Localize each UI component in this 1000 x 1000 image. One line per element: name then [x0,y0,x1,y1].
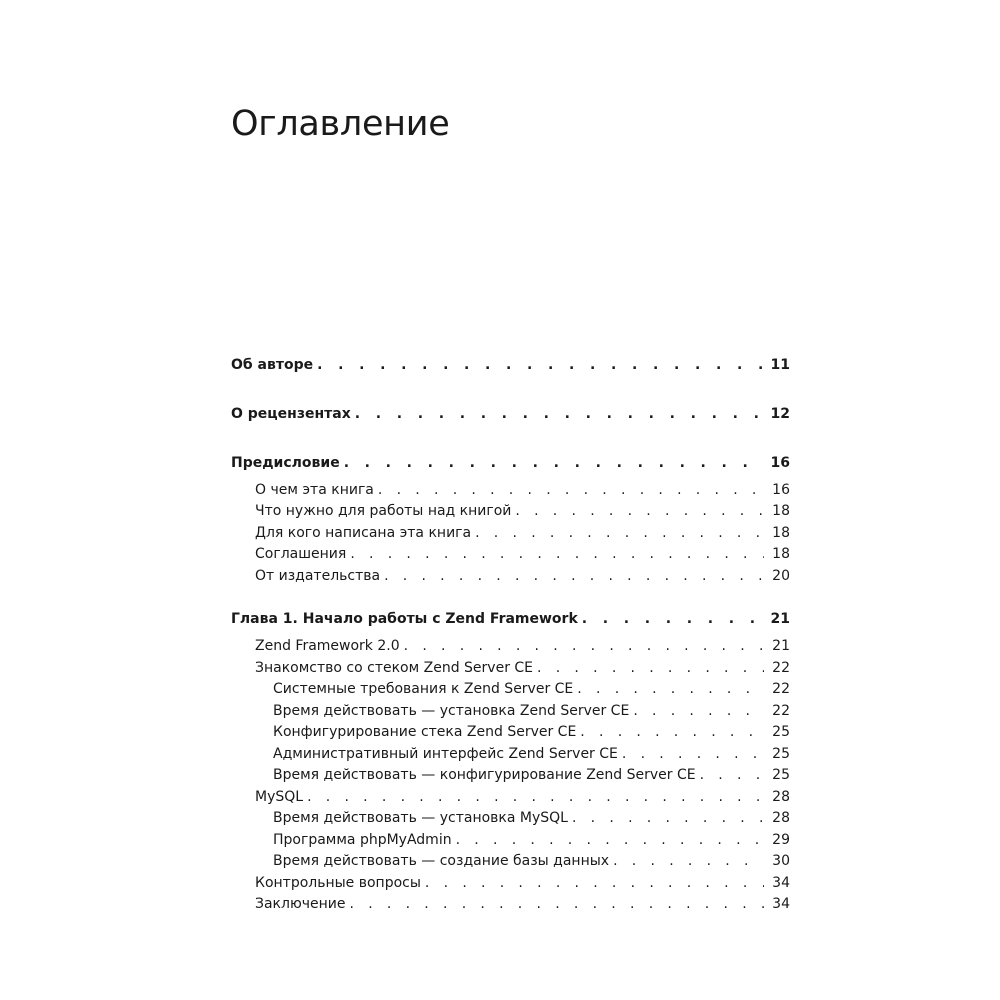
toc-entry-admin-interface[interactable] [273,743,790,765]
leader-dots [350,893,765,915]
toc-entry-title: Zend Framework 2.0 [255,638,400,654]
leader-dots [384,565,764,587]
toc-entry-page: 11 [770,357,790,373]
toc-entry-zf2[interactable] [255,635,790,657]
toc-entry-title: Время действовать — установка Zend Server CE [273,703,630,719]
toc-entry-title: Время действовать — конфигурирование Zend Server CE [273,767,696,783]
leader-dots [350,543,764,565]
toc-entry-title: Для кого написана эта книга [255,525,472,541]
leader-dots [613,850,764,872]
toc-entry-title: Конфигурирование стека Zend Server CE [273,724,577,740]
toc-entry-title: Об авторе [231,357,314,373]
leader-dots [355,403,763,425]
leader-dots [582,608,763,630]
toc-entry-requirements[interactable] [255,500,790,522]
toc-entry-review-questions[interactable] [255,872,790,894]
toc-entry-title: Заключение [255,896,346,912]
toc-entry-configure-stack[interactable] [273,721,790,743]
toc-entry-title: Предисловие [231,455,340,471]
toc-entry-page: 18 [772,503,790,519]
toc-entry-about-author[interactable] [231,354,790,376]
leader-dots [577,678,764,700]
toc-entry-title: Контрольные вопросы [255,875,421,891]
leader-dots [572,807,764,829]
leader-dots [622,743,764,765]
toc-entry-mysql[interactable] [255,786,790,808]
toc-entry-page: 28 [772,789,790,805]
toc-entry-title: Что нужно для работы над книгой [255,503,512,519]
toc-entry-reviewers[interactable] [231,403,790,425]
toc-entry-conventions[interactable] [255,543,790,565]
leader-dots [515,500,764,522]
toc-entry-page: 21 [772,638,790,654]
toc-entry-install-mysql[interactable] [273,807,790,829]
toc-entry-title: Знакомство со стеком Zend Server CE [255,660,534,676]
leader-dots [344,452,763,474]
toc-entry-conclusion[interactable] [255,893,790,915]
leader-dots [307,786,764,808]
toc-entry-title: Системные требования к Zend Server CE [273,681,574,697]
leader-dots [700,764,765,786]
toc-entry-audience[interactable] [255,522,790,544]
toc-entry-page: 18 [772,525,790,541]
toc-entry-page: 21 [770,611,790,627]
leader-dots [537,657,764,679]
toc-entry-page: 34 [772,875,790,891]
toc-entry-title: MySQL [255,789,304,805]
toc-entry-page: 25 [772,767,790,783]
leader-dots [475,522,764,544]
toc-entry-page: 30 [772,853,790,869]
toc-entry-page: 29 [772,832,790,848]
toc-entry-page: 25 [772,746,790,762]
toc-entry-title: Административный интерфейс Zend Server CE [273,746,618,762]
leader-dots [317,354,762,376]
toc-entry-title: О чем эта книга [255,482,374,498]
page-title: Оглавление [231,104,450,144]
toc-entry-phpmyadmin[interactable] [273,829,790,851]
toc-entry-chapter-1[interactable] [231,608,790,630]
leader-dots [456,829,765,851]
toc-entry-page: 22 [772,660,790,676]
toc-entry-page: 16 [772,482,790,498]
leader-dots [378,479,764,501]
toc-entry-title: От издательства [255,568,381,584]
toc-entry-about-book[interactable] [255,479,790,501]
toc-entry-page: 12 [770,406,790,422]
leader-dots [633,700,764,722]
leader-dots [580,721,764,743]
toc-entry-page: 34 [772,896,790,912]
toc-entry-publisher[interactable] [255,565,790,587]
toc-entry-page: 22 [772,681,790,697]
toc-entry-title: Глава 1. Начало работы с Zend Framework [231,611,578,627]
leader-dots [404,635,765,657]
toc-entry-create-database[interactable] [273,850,790,872]
toc-entry-configure-zend-server[interactable] [273,764,790,786]
toc-entry-page: 25 [772,724,790,740]
toc-entry-page: 28 [772,810,790,826]
toc-entry-page: 20 [772,568,790,584]
toc-entry-title: Время действовать — создание базы данных [273,853,610,869]
toc-entry-page: 22 [772,703,790,719]
leader-dots [425,872,764,894]
toc-entry-install-zend-server[interactable] [273,700,790,722]
toc-entry-system-requirements[interactable] [273,678,790,700]
toc-entry-page: 16 [770,455,790,471]
toc-entry-page: 18 [772,546,790,562]
toc-entry-title: Программа phpMyAdmin [273,832,452,848]
toc-entry-title: О рецензентах [231,406,351,422]
toc-entry-title: Время действовать — установка MySQL [273,810,568,826]
toc-entry-preface[interactable] [231,452,790,474]
toc-entry-title: Соглашения [255,546,347,562]
toc-entry-zend-stack[interactable] [255,657,790,679]
